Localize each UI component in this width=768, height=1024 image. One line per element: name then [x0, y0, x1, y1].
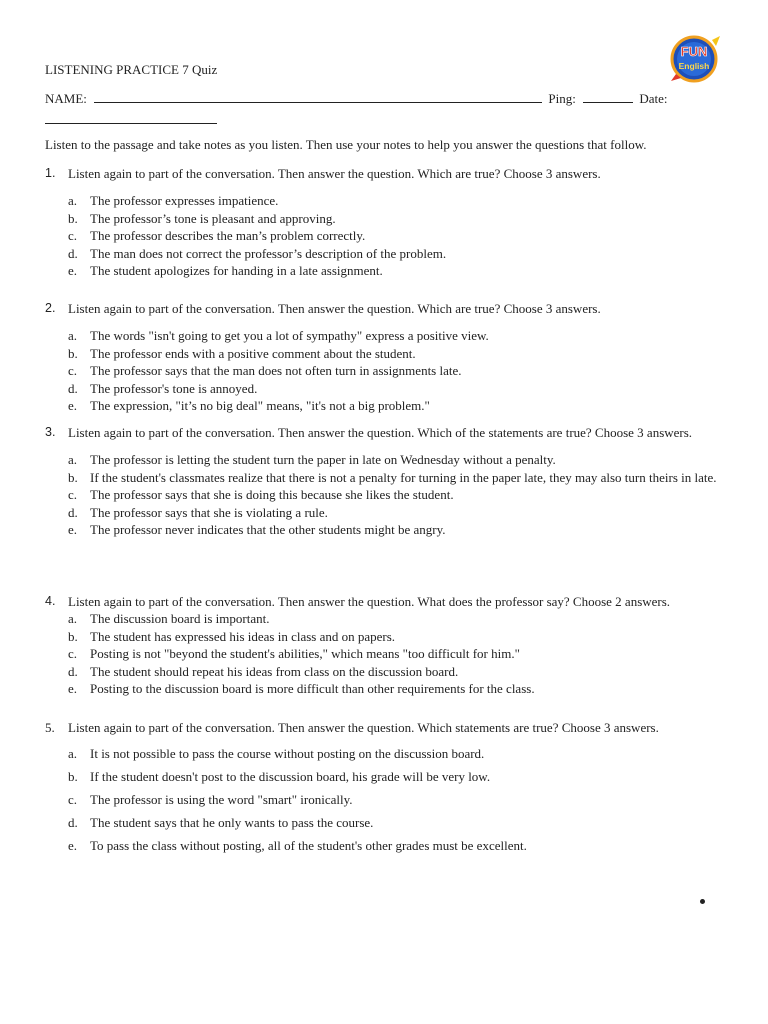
answer-option[interactable]: a. The professor expresses impatience. — [68, 193, 279, 208]
name-ping-date-line — [45, 91, 668, 107]
answer-options — [45, 451, 735, 539]
name-label: NAME: — [45, 91, 87, 106]
answer-option[interactable]: d. The student says that he only wants to pass the course. — [68, 815, 374, 830]
answer-option[interactable]: e. The professor never indicates that the other students might be angry. — [68, 522, 446, 538]
svg-text:English: English — [678, 61, 710, 71]
answer-option[interactable]: a. The words "isn't going to get you a lot of sympathy" express a positive view. — [68, 328, 489, 343]
question-number: 2. — [45, 301, 56, 315]
answer-option[interactable]: b. The student has expressed his ideas in class and on papers. — [68, 628, 396, 644]
answer-option[interactable]: d. The student should repeat his ideas from class on the discussion board. — [68, 663, 459, 679]
question-text: Listen again to part of the conversation. Then answer the question. Which of the statements are true? Choose 3 answers. — [68, 425, 693, 440]
answer-options — [45, 742, 735, 857]
svg-text:FUN: FUN — [680, 44, 708, 59]
question-text: Listen again to part of the conversation. Then answer the question. Which statements are true? Choose 3 answers. — [68, 720, 659, 735]
fun-english-logo — [668, 34, 724, 84]
answer-option[interactable]: b. If the student doesn't post to the discussion board, his grade will be very low. — [68, 769, 491, 784]
question-3 — [45, 424, 735, 539]
question-number: 5. — [45, 720, 55, 735]
ping-label: Ping: — [548, 91, 576, 106]
answer-option[interactable]: c. Posting is not "beyond the student's abilities," which means "too difficult for him." — [68, 646, 520, 662]
answer-option[interactable]: d. The professor says that she is violating a rule. — [68, 504, 328, 520]
answer-option[interactable]: e. Posting to the discussion board is more difficult than other requirements for the class. — [68, 681, 535, 697]
question-number: 1. — [45, 166, 56, 180]
date-blank[interactable] — [45, 112, 217, 124]
answer-option[interactable]: a. The discussion board is important. — [68, 611, 270, 626]
question-text: Listen again to part of the conversation. Then answer the question. Which are true? Choose 3 answers. — [68, 166, 601, 181]
answer-option[interactable]: c. The professor says that the man does not often turn in assignments late. — [68, 363, 462, 379]
question-number: 4. — [45, 594, 56, 608]
answer-option[interactable]: d. The man does not correct the professor’s description of the problem. — [68, 245, 447, 261]
answer-option[interactable]: b. The professor ends with a positive comment about the student. — [68, 345, 416, 361]
answer-options — [45, 192, 735, 280]
answer-option[interactable]: d. The professor's tone is annoyed. — [68, 380, 258, 396]
question-text: Listen again to part of the conversation. Then answer the question. What does the professor say? Choose 2 answers. — [68, 594, 671, 609]
question-1 — [45, 165, 735, 280]
answer-option[interactable]: a. The professor is letting the student turn the paper in late on Wednesday without a penalty. — [68, 452, 556, 467]
page-title: LISTENING PRACTICE 7 Quiz — [45, 62, 218, 77]
answer-options — [45, 610, 735, 698]
question-number: 3. — [45, 425, 56, 439]
name-blank[interactable] — [94, 91, 542, 103]
answer-option[interactable]: e. The student apologizes for handing in a late assignment. — [68, 263, 383, 279]
question-5 — [45, 719, 735, 857]
answer-option[interactable]: e. The expression, "it’s no big deal" means, "it's not a big problem." — [68, 398, 430, 414]
answer-option[interactable]: a. It is not possible to pass the course without posting on the discussion board. — [68, 746, 485, 761]
answer-option[interactable]: e. To pass the class without posting, all of the student's other grades must be excellent. — [68, 838, 527, 853]
bullet-dot — [700, 899, 705, 904]
answer-option[interactable]: c. The professor is using the word "smart" ironically. — [68, 792, 353, 807]
question-4 — [45, 593, 735, 698]
answer-option[interactable]: c. The professor describes the man’s problem correctly. — [68, 228, 366, 244]
date-label: Date: — [639, 91, 668, 106]
answer-option[interactable]: c. The professor says that she is doing this because she likes the student. — [68, 487, 454, 503]
ping-blank[interactable] — [583, 91, 633, 103]
answer-option[interactable]: b. If the student's classmates realize that there is not a penalty for turning in the paper late, they may also turn theirs in late. — [68, 469, 717, 485]
question-2 — [45, 300, 735, 415]
instructions: Listen to the passage and take notes as you listen. Then use your notes to help you answer the questions that follow. — [45, 137, 647, 152]
answer-option[interactable]: b. The professor’s tone is pleasant and approving. — [68, 210, 336, 226]
answer-options — [45, 327, 735, 415]
question-text: Listen again to part of the conversation. Then answer the question. Which are true? Choose 3 answers. — [68, 301, 601, 316]
